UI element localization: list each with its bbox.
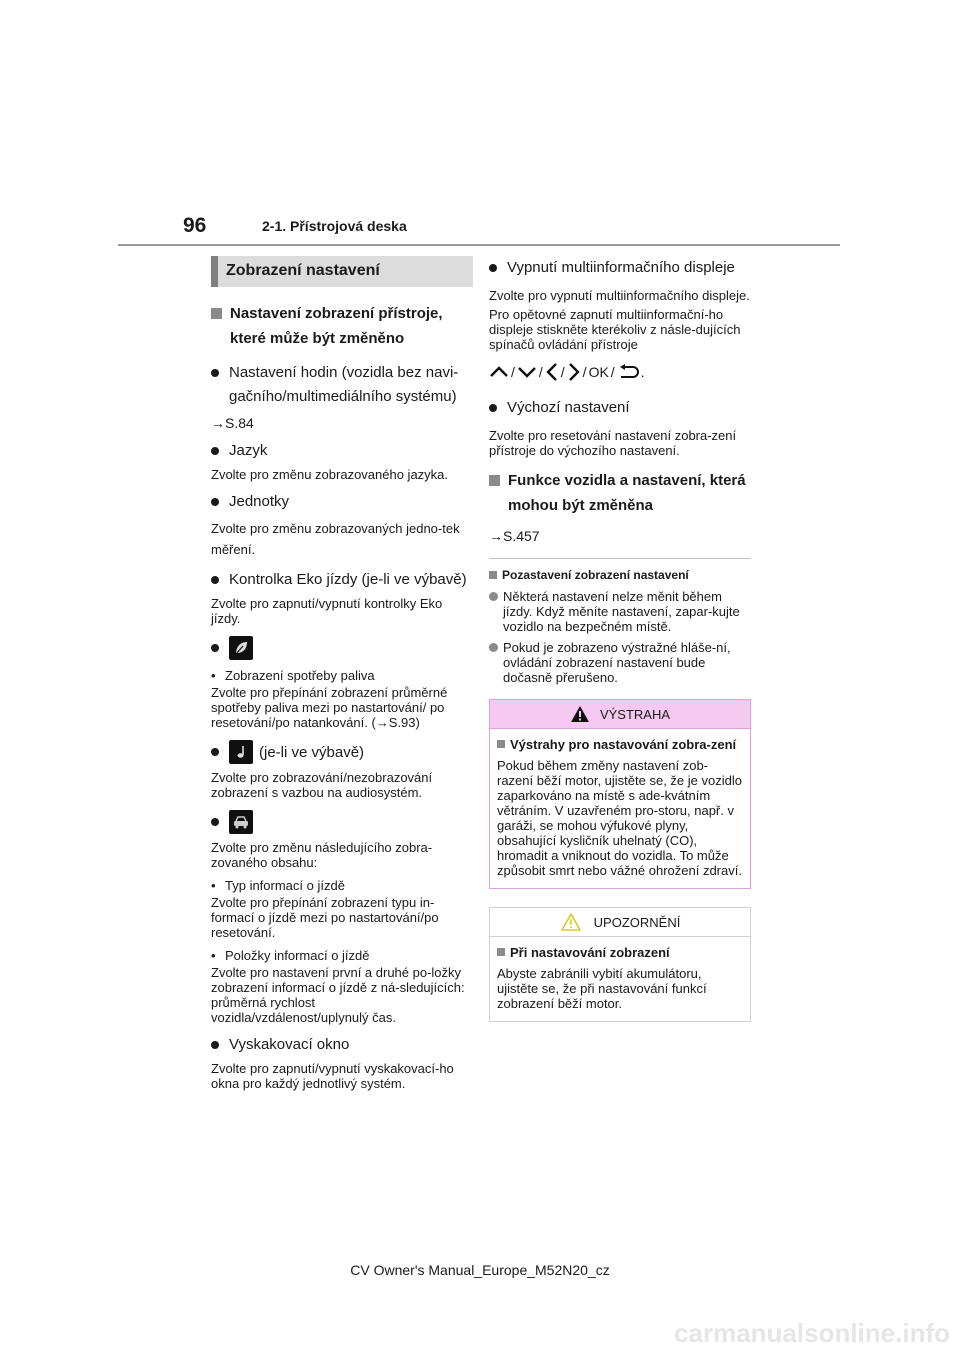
description: Zvolte pro resetování nastavení zobra-zení přístroje do výchozího nastavení. (489, 428, 737, 458)
car-info-icon (229, 810, 253, 834)
bullet-popup (211, 1033, 473, 1057)
header-rule (118, 244, 840, 246)
bullet-text: Jednotky (229, 493, 290, 510)
bullet-text: Jazyk (229, 442, 268, 459)
notice-box (489, 907, 751, 1022)
gray-bullet (489, 592, 498, 601)
sub-text: Položky informací o jízdě (225, 948, 370, 963)
notice-title-bar (490, 908, 750, 937)
warning-body (490, 729, 750, 888)
notice-text: Abyste zabránili vybití akumulátoru, ujistěte se, že při nastavování funkcí zobrazení běží motor. (497, 966, 707, 1011)
description: Zvolte pro přepínání zobrazení typu in-formací o jízdě mezi po nastartování/po resetování. (211, 895, 439, 940)
bullet-display-off (489, 256, 751, 280)
description: Pro opětovné zapnutí multiinformační-ho displeje stiskněte kterékoliv z násle-dujících spínačů ovládání přístroje (489, 307, 741, 352)
gray-bullet (489, 643, 498, 652)
bullet-units (211, 490, 473, 514)
description: Zvolte pro zapnutí/vypnutí kontrolky Eko jízdy. (211, 596, 443, 626)
bullet-dot (211, 369, 219, 377)
note-heading (489, 567, 751, 583)
note-text: Některá nastavení nelze měnit během jízdy. Když měníte nastavení, zapar-kujte vozidlo na bezpečném místě. (503, 589, 740, 634)
square-bullet-icon (497, 948, 505, 956)
description: Zvolte pro změnu následujícího zobra-zovaného obsahu: (211, 840, 433, 870)
bullet-dot (211, 498, 219, 506)
warning-title: VÝSTRAHA (599, 706, 671, 722)
sub-item-trip-type (211, 878, 473, 893)
bullet-language (211, 439, 473, 463)
warning-heading (497, 737, 744, 752)
description: Zvolte pro změnu zobrazovaných jedno-tek měření. (211, 521, 460, 557)
warning-box (489, 699, 751, 889)
sub-bullet: • (211, 878, 216, 893)
square-bullet-icon (497, 740, 505, 748)
end-period: . (640, 364, 645, 380)
bullet-text: Výchozí nastavení (507, 399, 630, 416)
notice-body (490, 937, 750, 1021)
separator: / (560, 364, 565, 380)
bullet-leaf (211, 636, 473, 660)
note-heading-text: Pozastavení zobrazení nastavení (502, 568, 689, 582)
back-arrow-icon (617, 364, 639, 380)
bullet-clock (211, 361, 473, 409)
page-reference[interactable]: →S.84 (211, 415, 254, 431)
bullet-text: Nastavení hodin (vozidla bez navi-gačního/multimediálního systému) (229, 364, 459, 405)
heading-vehicle-functions (489, 468, 751, 518)
note-text: Pokud je zobrazeno výstražné hláše-ní, ovládání zobrazení nastavení bude dočasně přerušeno. (503, 640, 731, 685)
warning-title-bar (490, 700, 750, 729)
description: Zvolte pro zapnutí/vypnutí vyskakovací-ho okna pro každý jednotlivý systém. (211, 1061, 454, 1091)
heading-text: Nastavení zobrazení přístroje, které může být změněno (230, 305, 443, 347)
description: Zvolte pro vypnutí multiinformačního displeje. (489, 288, 750, 303)
notice-heading-text: Při nastavování zobrazení (510, 945, 670, 960)
leaf-icon (229, 636, 253, 660)
chevron-down-icon (517, 365, 537, 379)
bullet-text: Vyskakovací okno (229, 1036, 350, 1053)
bullet-dot (211, 576, 219, 584)
separator: / (610, 364, 615, 380)
right-column (489, 256, 751, 1022)
left-column (211, 256, 473, 1095)
square-bullet-icon (489, 475, 500, 486)
note-item (489, 640, 751, 685)
bullet-dot (211, 447, 219, 455)
bullet-text: Kontrolka Eko jízdy (je-li ve výbavě) (229, 571, 467, 588)
section-title: Zobrazení nastavení (211, 256, 473, 287)
audio-suffix: (je-li ve výbavě) (259, 743, 365, 761)
description: Zvolte pro nastavení první a druhé po-ložky zobrazení informací o jízdě z ná-sledujících: průměrná rychlost vozidla/vzdálenost/uplynulý čas. (211, 965, 465, 1025)
chevron-right-icon (567, 362, 581, 382)
bullet-dot (489, 264, 497, 272)
sub-bullet: • (211, 948, 216, 963)
warning-triangle-icon (570, 705, 590, 723)
note-item (489, 589, 751, 634)
separator: / (511, 364, 515, 380)
description: Zvolte pro zobrazování/nezobrazování zobrazení s vazbou na audiosystém. (211, 770, 433, 800)
warning-text: Pokud během změny nastavení zob-razení běží motor, ujistěte se, že je vozidlo zaparkováno na místě s ade-kvátním větráním. V uzavřeném pro-storu, např. v garáži, se mohou výfukové plyny, obsahující kysličník uhelnatý (CO), hromadit a vniknout do vozidla. To může způsobit smrt nebo vážné ohrožení zdraví. (497, 758, 742, 878)
notice-title: UPOZORNĚNÍ (593, 914, 681, 930)
sub-item-trip-items (211, 948, 473, 963)
page-number: 96 (183, 214, 207, 237)
bullet-audio (211, 740, 473, 764)
page-reference[interactable]: →S.457 (489, 528, 540, 544)
sub-item-fuel (211, 668, 473, 683)
square-bullet-icon (211, 308, 222, 319)
chapter-title: 2-1. Přístrojová deska (262, 218, 407, 234)
separator: / (538, 364, 543, 380)
bullet-dot (211, 818, 219, 826)
chevron-up-icon (489, 365, 509, 379)
footer-text: CV Owner's Manual_Europe_M52N20_cz (350, 1262, 610, 1278)
bullet-trip (211, 810, 473, 834)
sub-bullet: • (211, 668, 216, 683)
description: Zvolte pro změnu zobrazovaného jazyka. (211, 467, 449, 482)
watermark: carmanualsonline.info (674, 1318, 950, 1348)
notice-heading (497, 945, 744, 960)
chevron-left-icon (545, 362, 559, 382)
separator: / (582, 364, 587, 380)
ok-label: OK (588, 364, 609, 380)
sub-text: Typ informací o jízdě (225, 878, 345, 893)
bullet-dot (211, 748, 219, 756)
sub-text: Zobrazení spotřeby paliva (225, 668, 375, 683)
bullet-text: Vypnutí multiinformačního displeje (507, 259, 735, 276)
bullet-dot (489, 404, 497, 412)
bullet-dot (211, 1041, 219, 1049)
heading-text: Funkce vozidla a nastavení, která mohou být změněna (508, 472, 746, 514)
control-switches-row (489, 362, 751, 382)
bullet-eco (211, 568, 473, 592)
description: Zvolte pro přepínání zobrazení průměrné spotřeby paliva mezi po nastartování/ po resetování/po natankování. (→S.93) (211, 685, 448, 730)
bullet-dot (211, 644, 219, 652)
bullet-default (489, 396, 751, 420)
square-bullet-icon (489, 571, 497, 579)
music-note-icon (229, 740, 253, 764)
caution-triangle-icon (560, 912, 582, 932)
heading-changeable-settings (211, 301, 473, 351)
divider (489, 558, 751, 559)
warning-heading-text: Výstrahy pro nastavování zobra-zení (510, 737, 737, 752)
